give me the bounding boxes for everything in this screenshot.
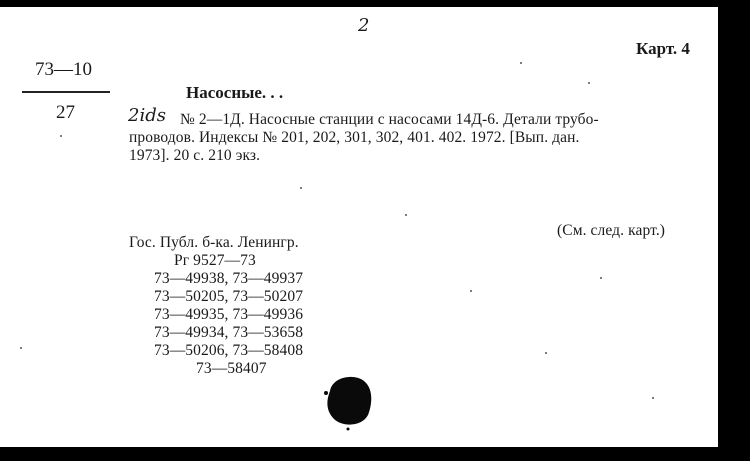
inventory-number-3: 73—49935, 73—49936 [154, 306, 304, 323]
card-number: Карт. 4 [636, 39, 690, 58]
inventory-number-1: 73—49938, 73—49937 [154, 270, 304, 287]
speck [520, 62, 522, 64]
ink-blot [318, 371, 378, 431]
heading: Насосные. . . [186, 83, 284, 102]
see-next-card: (См. след. карт.) [557, 222, 666, 239]
speck [545, 352, 547, 354]
entry-line-1: № 2—1Д. Насосные станции с насосами 14Д-6. Детали трубо- [180, 111, 599, 128]
inventory-number-4: 73—49934, 73—53658 [154, 324, 304, 341]
handwritten-mark: 2 [358, 15, 370, 36]
catalog-card [0, 7, 718, 447]
speck [470, 290, 472, 292]
classification-top: 73—10 [35, 59, 92, 80]
handwritten-annotation: 2ids [128, 105, 166, 126]
speck [20, 347, 22, 349]
speck [60, 135, 62, 137]
speck [300, 187, 302, 189]
library-line-1: Гос. Публ. б-ка. Ленингр. [129, 234, 299, 251]
scan-border [718, 0, 750, 461]
entry-line-3: 1973]. 20 с. 210 экз. [129, 147, 261, 164]
entry-line-2: проводов. Индексы № 201, 202, 301, 302, 401. 402. 1972. [Вып. дан. [129, 129, 580, 146]
speck [588, 82, 590, 84]
library-line-2: Рг 9527—73 [174, 252, 256, 269]
inventory-number-5: 73—50206, 73—58408 [154, 342, 304, 359]
classification-bottom: 27 [56, 102, 75, 123]
inventory-number-last: 73—58407 [196, 360, 267, 377]
speck [600, 277, 602, 279]
speck [652, 397, 654, 399]
inventory-number-2: 73—50205, 73—50207 [154, 288, 304, 305]
speck [405, 214, 407, 216]
classification-divider [22, 91, 110, 93]
